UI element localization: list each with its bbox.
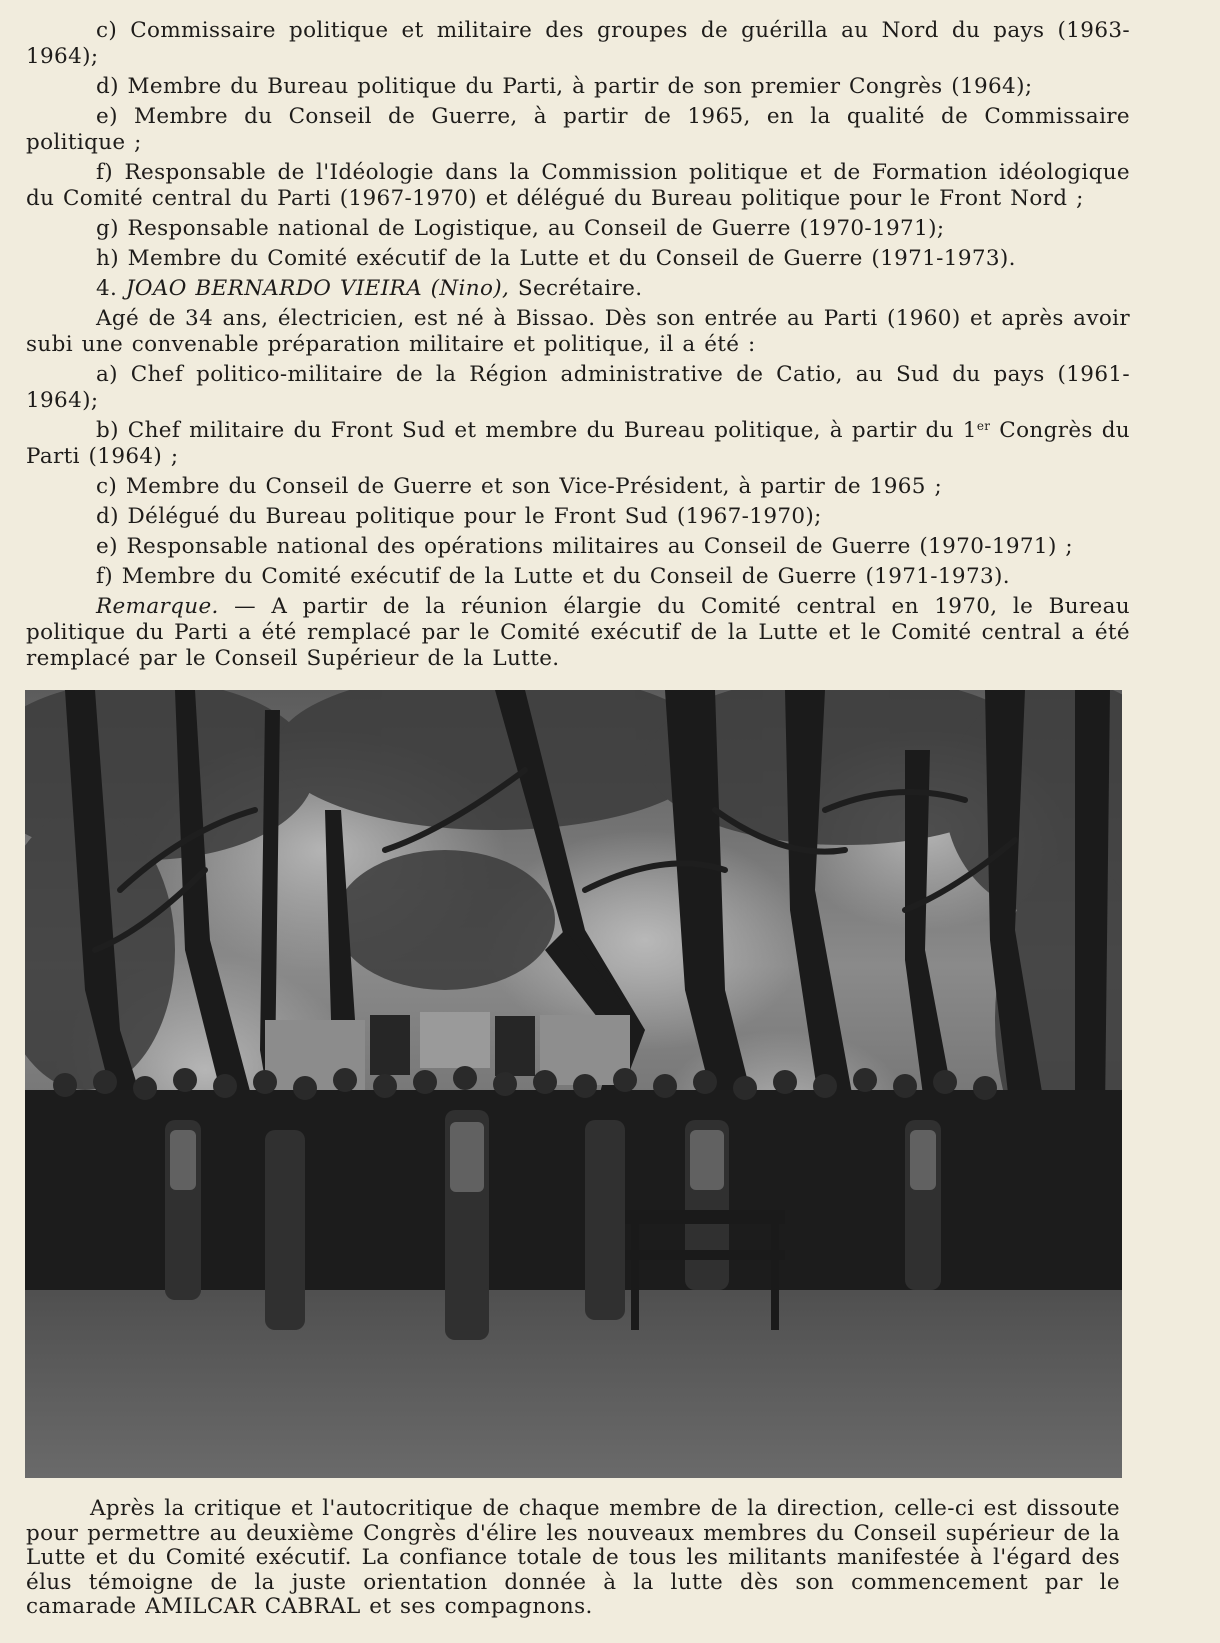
photograph-assembly-in-forest [25,690,1122,1478]
superscript-er: er [976,419,991,433]
list-item: e) Membre du Conseil de Guerre, à partir de 1965, en la qualité de Commissaire politique ; [26,104,1130,155]
list-item: c) Membre du Conseil de Guerre et son Vice-Président, à partir de 1965 ; [96,474,943,499]
person-number: 4. [96,276,118,301]
list-item: f) Responsable de l'Idéologie dans la Commission politique et de Formation idéologique du Comité central du Parti (1967-1970) et délégué du Bureau politique pour le Front Nord ; [26,160,1130,211]
list-item: c) Commissaire politique et militaire des groupes de guérilla au Nord du pays (1963-1964); [26,18,1130,69]
list-item: g) Responsable national de Logistique, au Conseil de Guerre (1970-1971); [96,216,945,241]
list-item: a) Chef politico-militaire de la Région administrative de Catio, au Sud du pays (1961-1964); [26,362,1130,413]
remark-paragraph [26,594,1130,672]
person-name: JOAO BERNARDO VIEIRA (Nino), [125,276,510,301]
item-b2-text: b) Chef militaire du Front Sud et membre du Bureau politique, à partir du 1 [96,418,977,443]
person-role: Secrétaire. [517,276,643,301]
list-item: d) Délégué du Bureau politique pour le Front Sud (1967-1970); [96,504,822,529]
item-b2-text-end: Congrès du Parti (1964) ; [26,418,1131,469]
list-item [26,418,1130,470]
list-item: e) Responsable national des opérations militaires au Conseil de Guerre (1970-1971) ; [96,534,1073,559]
caption-text: Après la critique et l'autocritique de chaque membre de la direction, celle-ci est dissoute pour permettre au deuxième Congrès d'élire les nouveaux membres du Conseil supérieur de la Lutte et du Comité exécutif. La confiance totale de tous les militants manifestée à l'égard des élus témoigne de la juste orientation donnée à la lutte dès son commencement par le camarade AMILCAR CABRAL et ses compagnons. [26,1496,1120,1619]
bio-intro: Agé de 34 ans, électricien, est né à Bissao. Dès son entrée au Parti (1960) et après avoir subi une convenable préparation militaire et politique, il a été : [26,306,1130,357]
photo-caption [26,1497,1120,1620]
main-text [26,18,1130,676]
remark-label: Remarque. [96,594,219,619]
list-item: h) Membre du Comité exécutif de la Lutte et du Conseil de Guerre (1971-1973). [96,246,1016,271]
list-item: f) Membre du Comité exécutif de la Lutte et du Conseil de Guerre (1971-1973). [96,564,1010,589]
remark-text: — A partir de la réunion élargie du Comité central en 1970, le Bureau politique du Parti a été remplacé par le Comité exécutif de la Lutte et le Comité central a été remplacé par le Conseil Supérieur de la Lutte. [26,594,1130,671]
list-item: d) Membre du Bureau politique du Parti, à partir de son premier Congrès (1964); [96,74,1033,99]
person-heading [26,276,1130,302]
